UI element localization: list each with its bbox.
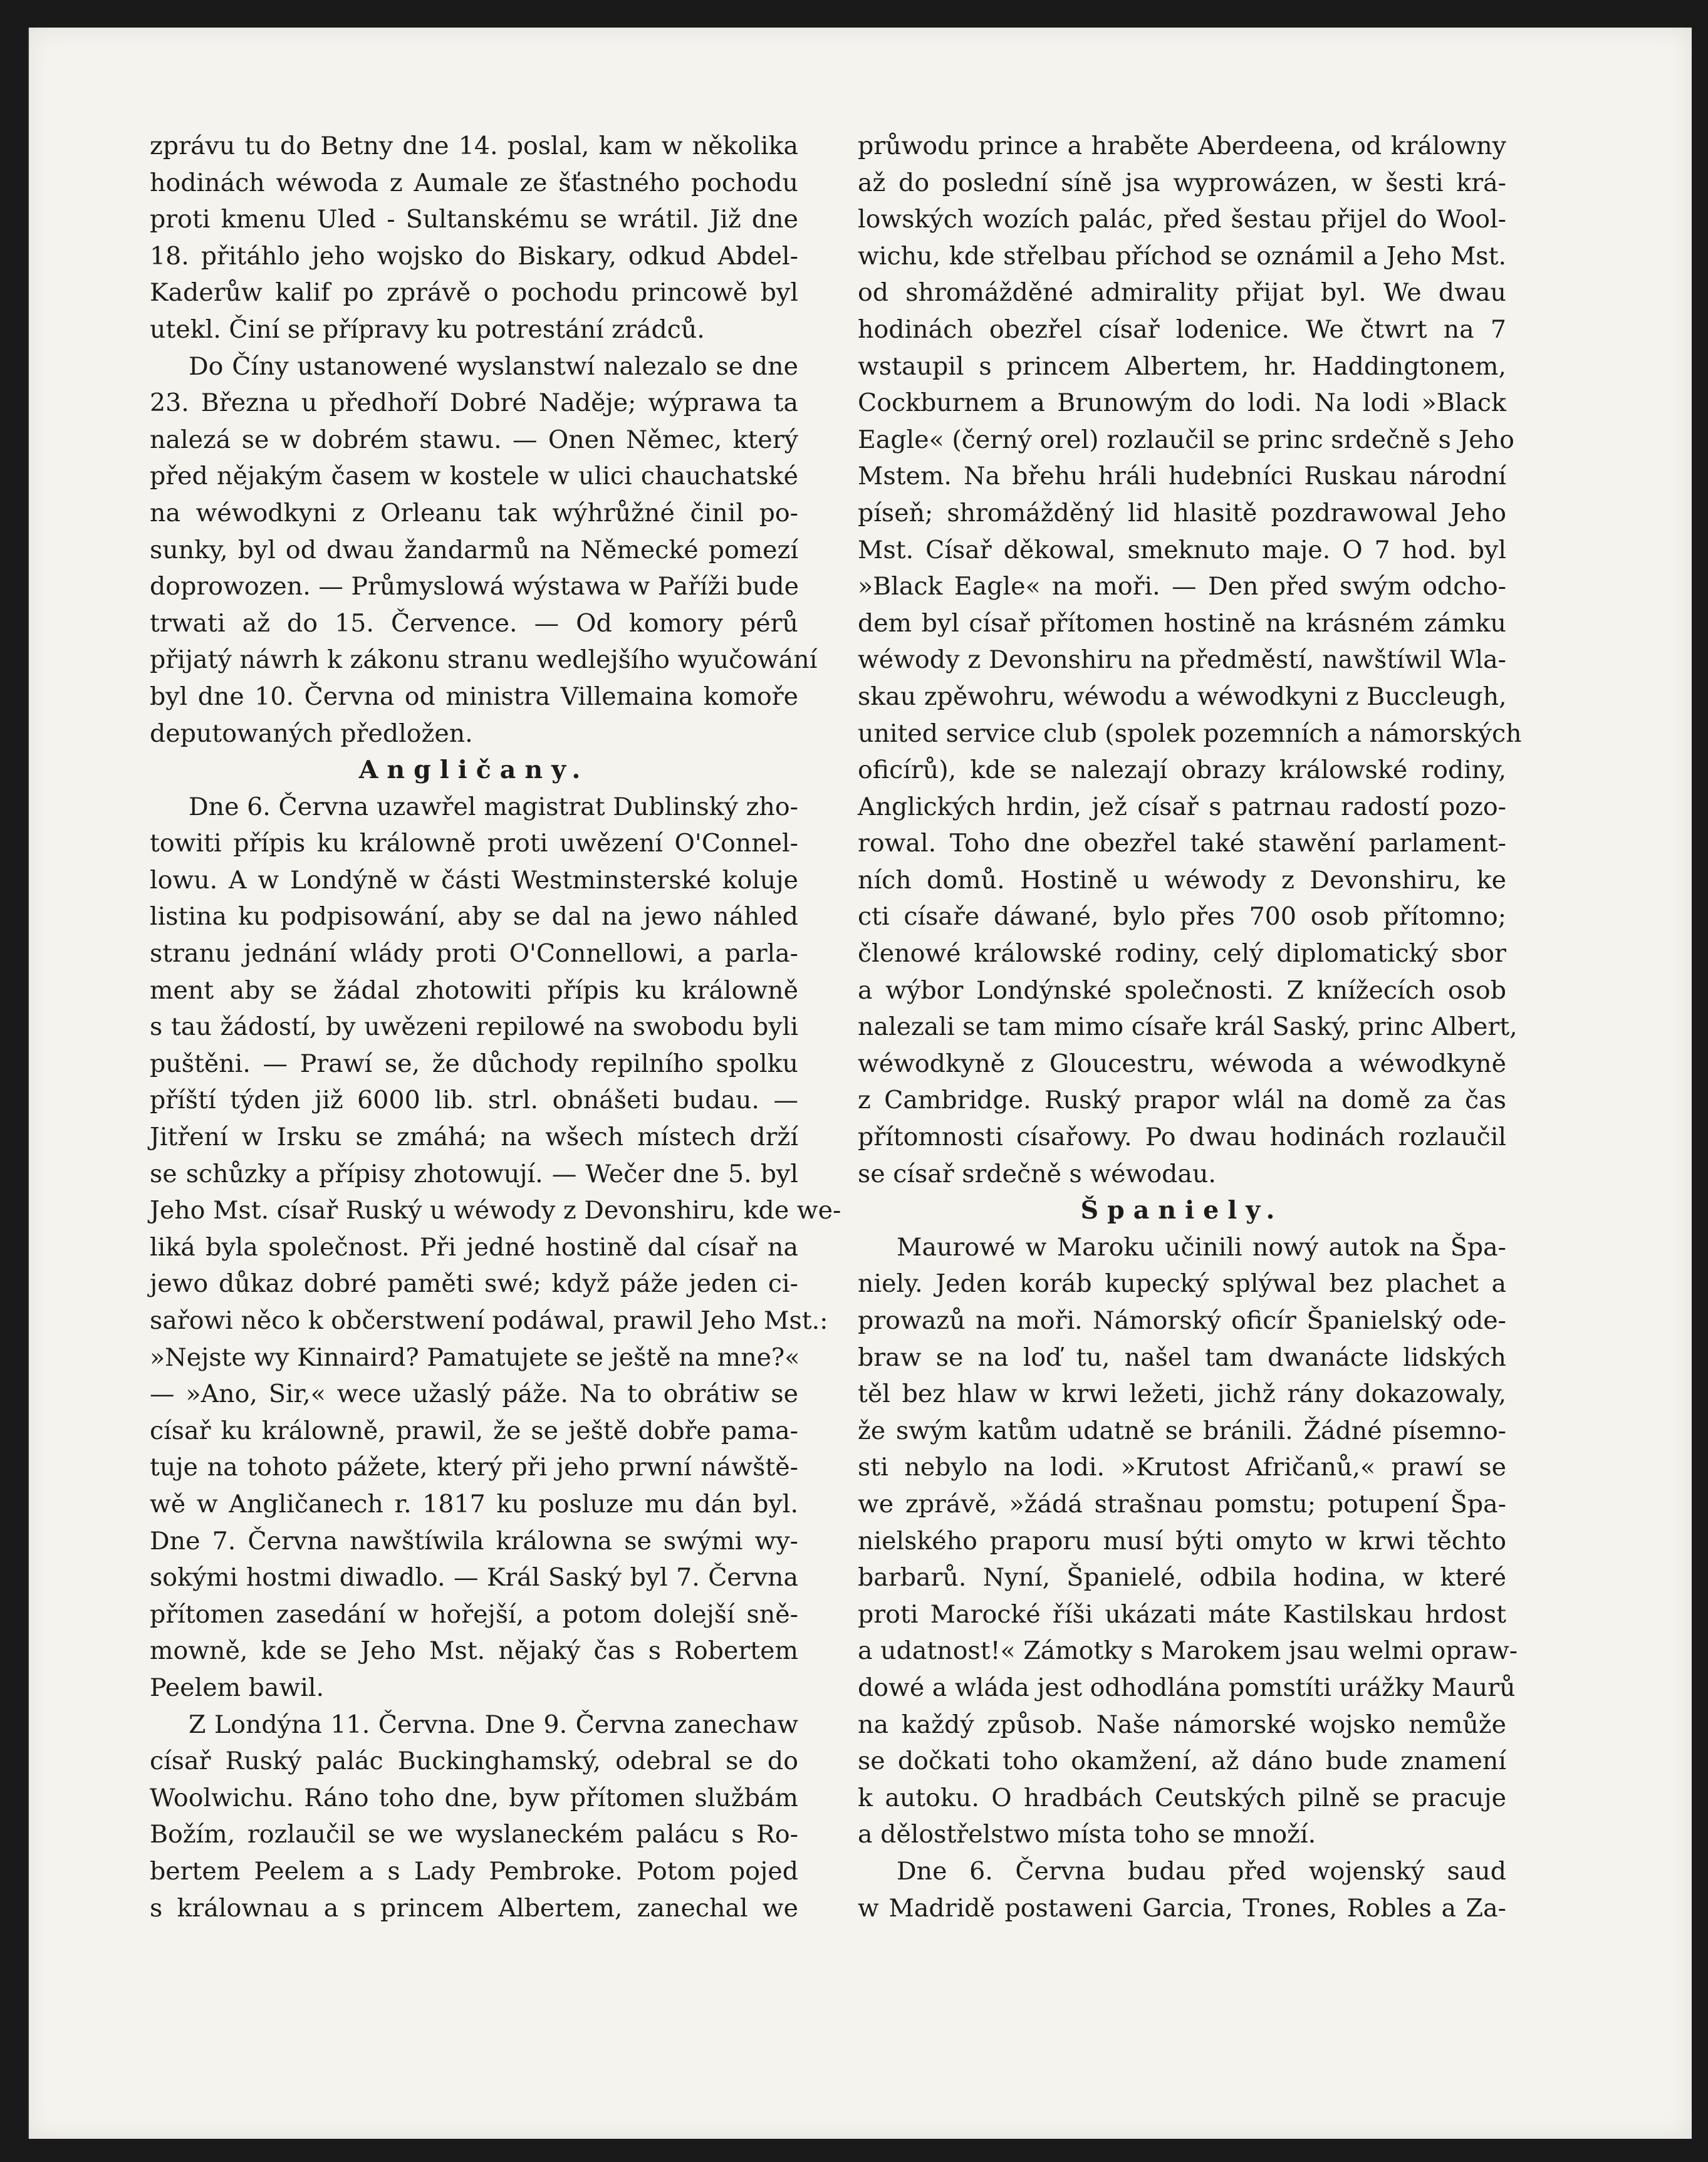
text-line: a wýbor Londýnské společnosti. Z knížecích osob (858, 975, 1506, 1005)
text-line: cti císaře dáwané, bylo přes 700 osob přítomno; (858, 902, 1506, 932)
text-line: wéwodkyně z Gloucestru, wéwoda a wéwodkyně (858, 1049, 1506, 1078)
text-line: se císař srdečně s wéwodau. (858, 1159, 1216, 1188)
text-line: císař ku králowně, prawil, že se ještě dobře pama- (150, 1416, 798, 1445)
text-line: dem byl císař přítomen hostině na krásném zámku (858, 608, 1506, 638)
text-line: bertem Peelem a s Lady Pembroke. Potom pojed (150, 1856, 798, 1886)
text-line: jewo důkaz dobré paměti swé; když páže jeden ci- (150, 1269, 798, 1299)
text-line: 18. přitáhlo jeho wojsko do Biskary, odkud Abdel- (150, 241, 798, 271)
text-line: niely. Jeden koráb kupecký splýwal bez plachet a (858, 1269, 1506, 1299)
text-line: prowazů na moři. Námorský oficír Španielský ode- (858, 1306, 1506, 1335)
section-heading: Španiely. (1080, 1196, 1284, 1225)
text-line: braw se na loď tu, našel tam dwanácte lidských (858, 1343, 1506, 1372)
text-line: Anglických hrdin, jež císař s patrnau radostí pozo- (858, 792, 1506, 821)
text-line: »Black Eagle« na moři. — Den před swým odcho- (858, 572, 1506, 601)
text-line: listina ku podpisowání, aby se dal na jewo náhled (150, 902, 798, 932)
right-column (858, 128, 1522, 1926)
text-line: Z Londýna 11. Června. Dne 9. Června zanechaw (189, 1710, 798, 1739)
text-line: Mst. Císař děkowal, smeknuto maje. O 7 hod. byl (858, 535, 1506, 564)
text-line: členowé králowské rodiny, celý diplomatický sbor (858, 939, 1506, 969)
text-line: císař Ruský palác Buckinghamský, odebral se do (150, 1747, 798, 1776)
text-line: přítomen zasedání w hořejší, a potom dolejší sně- (150, 1599, 798, 1629)
text-line: Božím, rozlaučil se we wyslaneckém palácu s Ro- (150, 1820, 798, 1849)
text-line: zprávu tu do Betny dne 14. poslal, kam w několika (150, 132, 798, 160)
text-line: průwodu prince a hraběte Aberdeena, od králowny (858, 132, 1506, 160)
text-line: Dne 6. Června uzawřel magistrat Dublinský zho- (189, 792, 798, 821)
text-line: hodinách wéwoda z Aumale ze šťastného pochodu (150, 168, 798, 197)
text-line: k autoku. O hradbách Ceutských pilně se pracuje (858, 1783, 1506, 1812)
text-line: se dočkati toho okamžení, až dáno bude znamení (858, 1747, 1506, 1776)
text-line: barbarů. Nyní, Španielé, odbila hodina, w které (858, 1563, 1506, 1593)
text-line: proti kmenu Uled - Sultanskému se wrátil. Již dne (150, 205, 798, 234)
page-left-edge (28, 28, 29, 2139)
text-line: utekl. Činí se přípravy ku potrestání zrádců. (150, 314, 705, 344)
text-line: stranu jednání wlády proti O'Connellowi, a parla- (150, 939, 798, 969)
text-line: Kaderůw kalif po zprávě o pochodu princowě byl (150, 278, 798, 308)
text-line: od shromážděné admirality přijat byl. We dwau (858, 278, 1506, 308)
text-line: sokými hostmi diwadlo. — Král Saský byl 7. Června (150, 1563, 798, 1593)
text-line: lowu. A w Londýně w části Westminsterské koluje (150, 865, 798, 895)
text-line: z Cambridge. Ruský prapor wlál na domě za čas (858, 1086, 1506, 1115)
text-line: skau zpěwohru, wéwodu a wéwodkyni z Buccleugh, (858, 682, 1507, 711)
text-line: w Madridě postaweni Garcia, Trones, Robles a Za- (858, 1893, 1506, 1923)
text-line: Woolwichu. Ráno toho dne, byw přítomen službám (150, 1783, 798, 1812)
text-line: puštěni. — Prawí se, že důchody repilního spolku (150, 1049, 798, 1078)
text-line: příští týden již 6000 lib. strl. obnášeti budau. — (150, 1086, 798, 1115)
text-line: wě w Angličanech r. 1817 ku posluze mu dán byl. (150, 1489, 798, 1519)
text-line: nalezali se tam mimo císaře král Saský, princ Albert, (858, 1012, 1518, 1042)
section-heading: Angličany. (358, 756, 590, 785)
text-line: přijatý náwrh k zákonu stranu wedlejšího wyučowání (150, 645, 818, 675)
text-line: a udatnost!« Zámotky s Marokem jsau welmi opraw- (858, 1636, 1518, 1666)
text-line: mowně, kde se Jeho Mst. nějaký čas s Robertem (150, 1636, 798, 1666)
text-line: Eagle« (černý orel) rozlaučil se princ srdečně s Jeho (858, 425, 1514, 454)
text-line: oficírů), kde se nalezají obrazy králowské rodiny, (858, 756, 1506, 785)
text-line: Cockburnem a Brunowým do lodi. Na lodi »Black (858, 388, 1506, 418)
text-line: přítomnosti císařowy. Po dwau hodinách rozlaučil (858, 1123, 1506, 1152)
text-line: wichu, kde střelbau příchod se oznámil a Jeho Mst. (858, 241, 1506, 271)
text-line: před nějakým časem w kostele w ulici chauchatské (150, 462, 798, 491)
text-line: we zprávě, »žádá strašnau pomstu; potupení Špa- (858, 1489, 1506, 1519)
text-line: byl dne 10. Června od ministra Villemaina komoře (150, 682, 798, 711)
text-line: Dne 6. Června budau před wojenský saud (897, 1856, 1506, 1886)
text-line: proti Marocké říši ukázati máte Kastilskau hrdost (858, 1599, 1506, 1629)
text-line: hodinách obezřel císař lodenice. We čtwrt na 7 (858, 314, 1506, 344)
text-line: doprowozen. — Průmyslowá wýstawa w Paříži bude (150, 572, 799, 601)
text-line: trwati až do 15. Července. — Od komory pérů (150, 608, 798, 638)
text-line: s tau žádostí, by uwězeni repilowé na swobodu byli (150, 1012, 798, 1042)
left-column (150, 128, 841, 1926)
text-line: lowských wozích palác, před šestau přijel do Wool- (858, 205, 1506, 234)
text-line: a dělostřelstwo místa toho se množí. (858, 1820, 1316, 1849)
text-line: s králownau a s princem Albertem, zanechal we (150, 1893, 798, 1923)
text-line: sařowi něco k občerstwení podáwal, prawil Jeho Mst.: (150, 1306, 828, 1335)
text-line: Maurowé w Maroku učinili nowý autok na Špa- (897, 1232, 1506, 1262)
text-line: sti nebylo na lodi. »Krutost Afričanů,« prawí se (858, 1453, 1506, 1482)
text-line: liká byla společnost. Při jedné hostině dal císař na (150, 1232, 798, 1262)
text-line: Peelem bawil. (150, 1673, 325, 1702)
text-line: píseň; shromážděný lid hlasitě pozdrawowal Jeho (858, 498, 1506, 528)
text-line: těl bez hlaw w krwi ležeti, jichž rány dokazowaly, (858, 1380, 1506, 1409)
text-line: na každý způsob. Naše námorské wojsko nemůže (858, 1710, 1506, 1739)
text-line: united service club (spolek pozemních a námorských (858, 719, 1522, 748)
text-line: »Nejste wy Kinnaird? Pamatujete se ještě na mne?« (150, 1343, 800, 1372)
text-line: 23. Března u předhoří Dobré Naděje; wýprawa ta (150, 388, 798, 418)
text-line: nielského praporu musí býti omyto w krwi těchto (858, 1526, 1506, 1556)
text-line: ních domů. Hostině u wéwody z Devonshiru, ke (858, 865, 1506, 895)
text-line: wstaupil s princem Albertem, hr. Haddingtonem, (858, 351, 1506, 381)
text-line: sunky, byl od dwau žandarmů na Německé pomezí (150, 535, 798, 564)
text-line: Dne 7. Června nawštíwila králowna se swými wy- (150, 1526, 798, 1556)
text-line: dowé a wláda jest odhodlána pomstíti urážky Maurů (858, 1673, 1516, 1702)
text-line: ment aby se žádal zhotowiti přípis ku králowně (150, 975, 798, 1005)
text-line: až do poslední síně jsa wyprowázen, w šesti krá- (858, 168, 1506, 197)
text-line: Jeho Mst. císař Ruský u wéwody z Devonshiru, kde we- (150, 1196, 841, 1225)
text-line: deputowaných předložen. (150, 719, 473, 748)
text-line: Do Číny ustanowené wyslanstwí nalezalo se dne (189, 351, 798, 381)
text-line: že swým katům udatně se bránili. Žádné písemno- (858, 1416, 1506, 1445)
text-line: tuje na tohoto pážete, který při jeho prwní náwště- (150, 1453, 798, 1482)
text-line: towiti přípis ku králowně proti uwězení O'Connel- (150, 829, 798, 858)
text-line: wéwody z Devonshiru na předměstí, nawštíwil Wla- (858, 645, 1506, 675)
text-line: — »Ano, Sir,« wece užaslý páže. Na to obrátiw se (150, 1380, 798, 1409)
text-line: rowal. Toho dne obezřel také stawění parlament- (858, 829, 1506, 858)
text-line: se schůzky a přípisy zhotowují. — Wečer dne 5. byl (150, 1159, 798, 1188)
text-line: nalezá se w dobrém stawu. — Onen Němec, který (150, 425, 798, 454)
newspaper-page (28, 28, 1692, 2139)
text-line: na wéwodkyni z Orleanu tak wýhrůžné činil po- (150, 498, 798, 528)
text-line: Jitření w Irsku se zmáhá; na wšech místech drží (150, 1123, 798, 1152)
text-line: Mstem. Na břehu hráli hudebníci Ruskau národní (858, 462, 1506, 491)
